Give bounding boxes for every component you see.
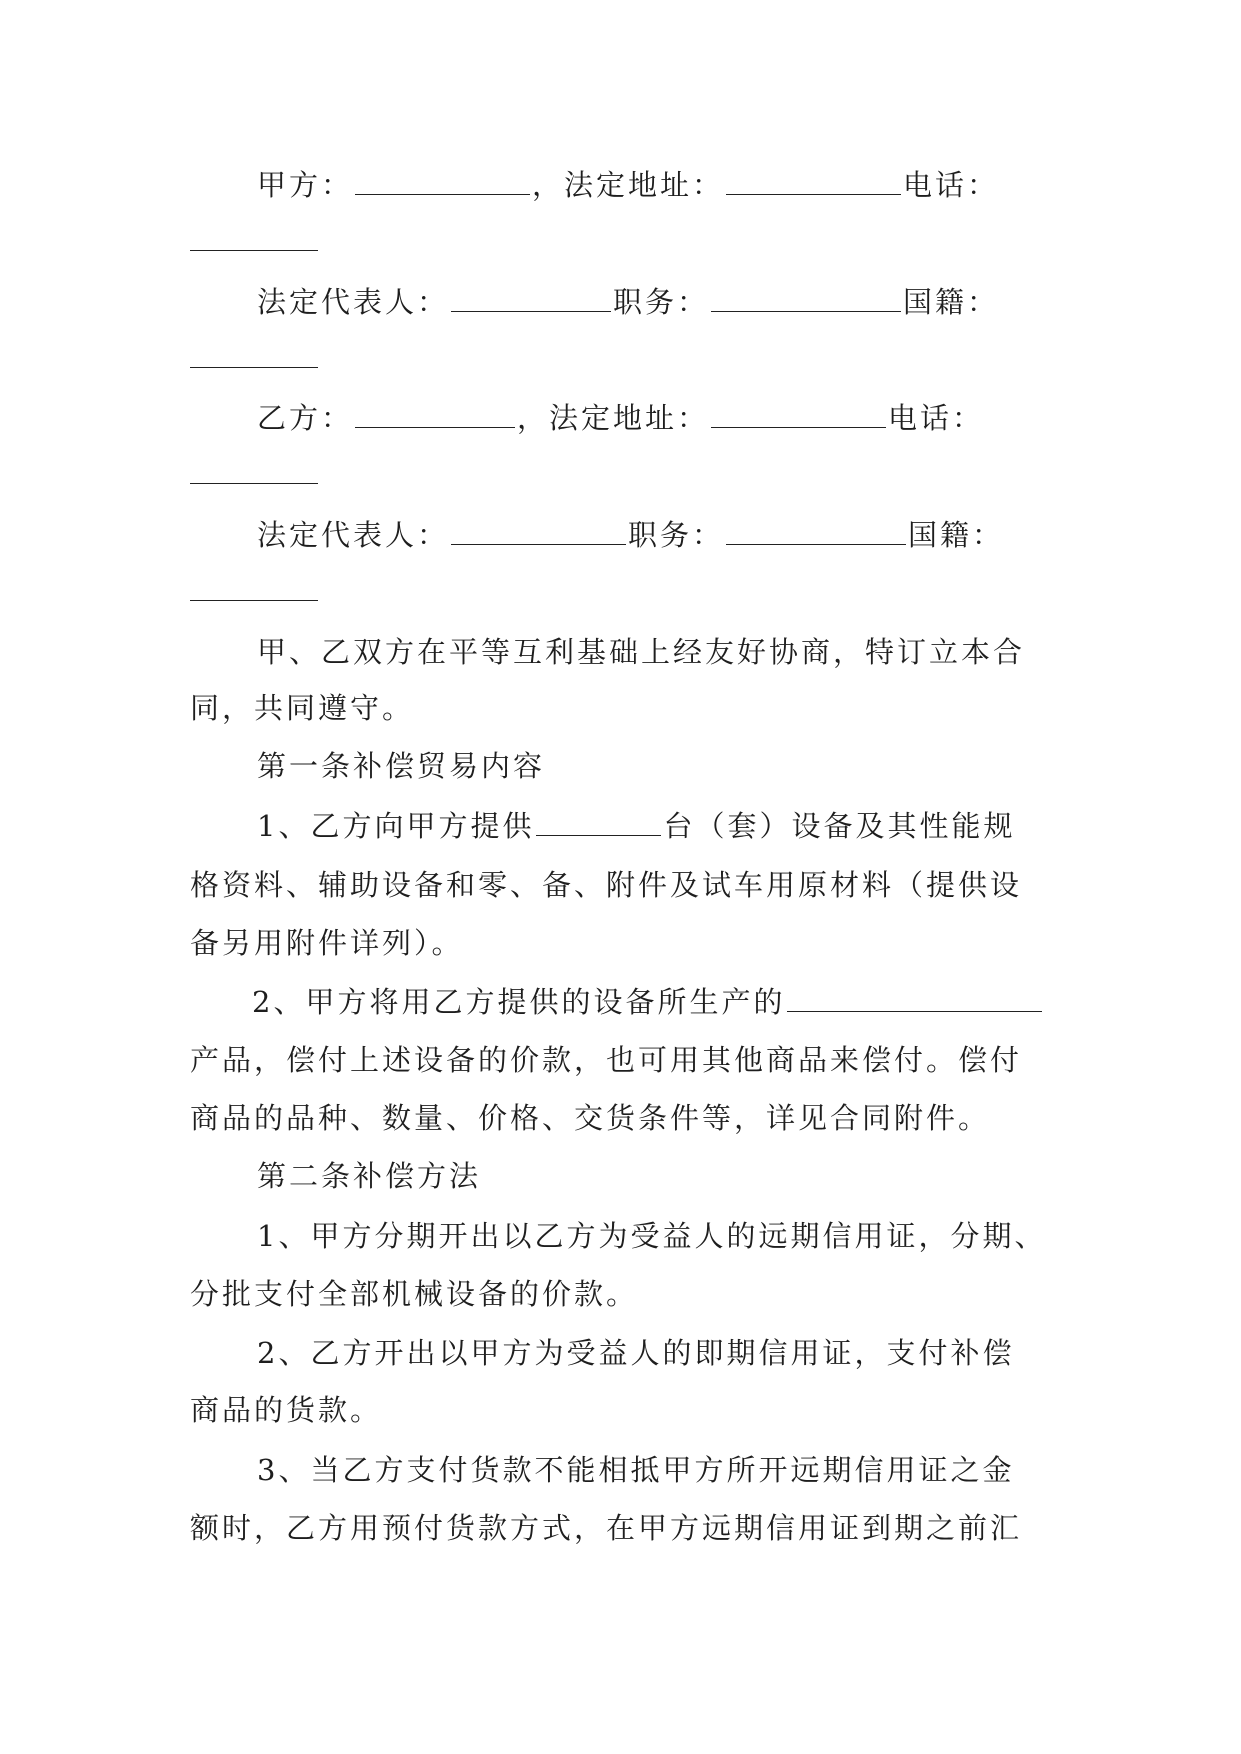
party-a-nationality-blank[interactable]: [190, 367, 318, 368]
article-2-item-3-line-1: 3、当乙方支付货款不能相抵甲方所开远期信用证之金: [257, 1453, 1015, 1487]
equipment-count-blank[interactable]: [536, 834, 661, 836]
party-a-nationality-label: 国籍：: [903, 285, 1000, 319]
article-1-item-1-line-2: 格资料、辅助设备和零、备、附件及试车用原材料（提供设: [190, 868, 1023, 902]
party-a-name-blank[interactable]: [355, 193, 530, 195]
intro-line-1: 甲、乙双方在平等互利基础上经友好协商，特订立本合: [257, 635, 1026, 669]
party-a-phone-blank[interactable]: [190, 250, 318, 251]
party-b-nationality-label: 国籍：: [908, 518, 1005, 552]
party-a-line: [257, 165, 999, 205]
party-a-phone-label: 电话：: [903, 168, 1000, 202]
party-b-rep-blank[interactable]: [451, 543, 626, 545]
party-b-line: [257, 398, 984, 438]
party-b-phone-label: 电话：: [888, 401, 985, 435]
party-a-rep-blank[interactable]: [451, 310, 611, 312]
party-a-rep-label: 法定代表人：: [257, 285, 450, 319]
party-b-address-blank[interactable]: [711, 426, 886, 428]
article-1-item-2-line-3: 商品的品种、数量、价格、交货条件等，详见合同附件。: [190, 1101, 991, 1135]
party-a-address-label: ，法定地址：: [532, 168, 725, 202]
party-b-name-label: 乙方：: [257, 401, 354, 435]
product-blank[interactable]: [787, 1010, 1042, 1012]
article-2-item-3-line-2: 额时，乙方用预付货款方式，在甲方远期信用证到期之前汇: [190, 1511, 1023, 1545]
party-a-rep-line: [257, 282, 999, 322]
article-1-heading: 第一条补偿贸易内容: [257, 749, 546, 783]
party-b-address-label: ，法定地址：: [517, 401, 710, 435]
article-1-item-1-line-1: [257, 806, 1015, 846]
article-1-item-1-prefix: 1、乙方向甲方提供: [257, 809, 535, 843]
party-b-nationality-blank[interactable]: [190, 600, 318, 601]
party-b-phone-blank[interactable]: [190, 483, 318, 484]
party-a-address-blank[interactable]: [726, 193, 901, 195]
party-b-name-blank[interactable]: [355, 426, 515, 428]
article-2-heading: 第二条补偿方法: [257, 1159, 482, 1193]
article-1-item-2-line-1: [252, 982, 1044, 1022]
party-a-title-label: 职务：: [613, 285, 710, 319]
article-1-item-1-line-3: 备另用附件详列）。: [190, 926, 464, 960]
party-b-rep-label: 法定代表人：: [257, 518, 450, 552]
party-b-title-blank[interactable]: [726, 543, 906, 545]
article-1-item-2-line-2: 产品，偿付上述设备的价款，也可用其他商品来偿付。偿付: [190, 1043, 1023, 1077]
article-2-item-2-line-2: 商品的货款。: [190, 1393, 383, 1427]
article-1-item-2-prefix: 2、甲方将用乙方提供的设备所生产的: [252, 985, 786, 1019]
article-2-item-1-line-1: 1、甲方分期开出以乙方为受益人的远期信用证，分期、: [257, 1219, 1047, 1253]
party-a-title-blank[interactable]: [711, 310, 901, 312]
article-2-item-1-line-2: 分批支付全部机械设备的价款。: [190, 1277, 639, 1311]
intro-line-2: 同，共同遵守。: [190, 691, 415, 725]
party-b-rep-line: [257, 515, 1004, 555]
party-b-title-label: 职务：: [628, 518, 725, 552]
party-a-name-label: 甲方：: [257, 168, 354, 202]
article-1-item-1-suffix: 台（套）设备及其性能规: [663, 809, 1016, 843]
article-2-item-2-line-1: 2、乙方开出以甲方为受益人的即期信用证，支付补偿: [257, 1336, 1015, 1370]
